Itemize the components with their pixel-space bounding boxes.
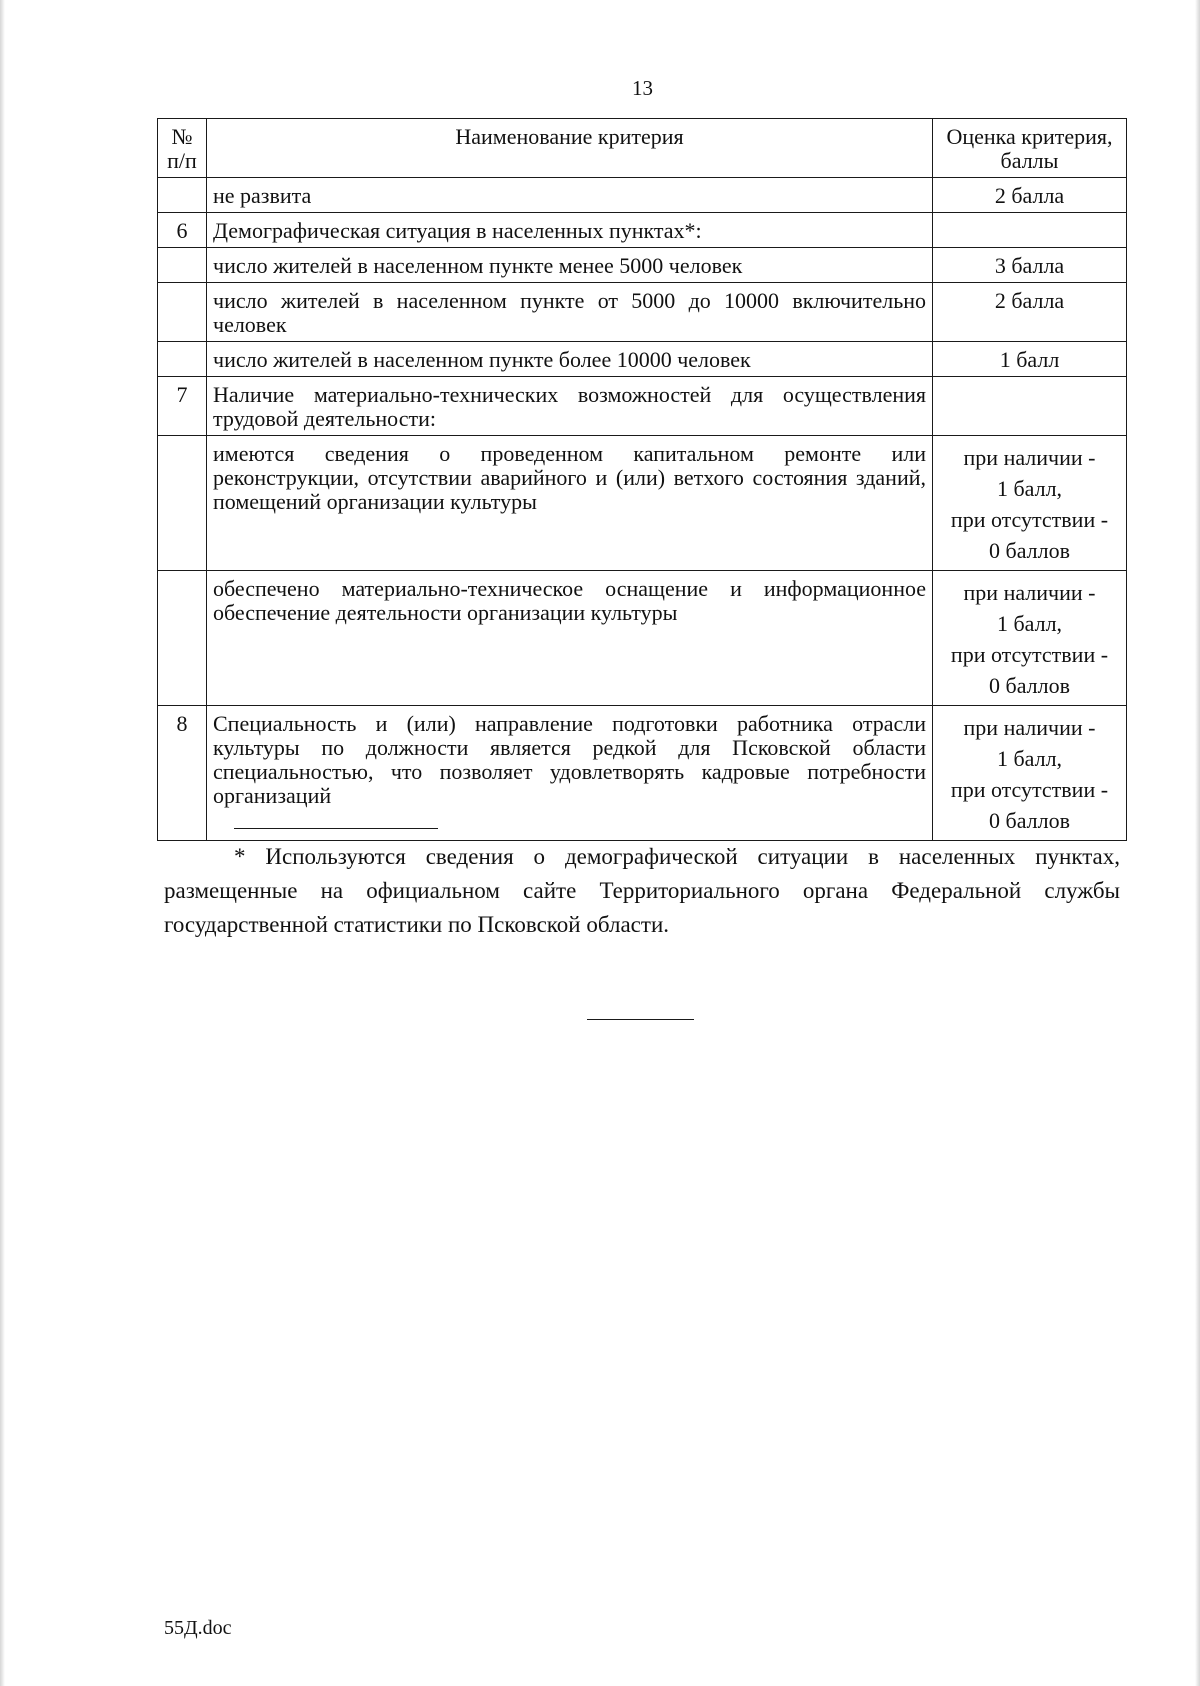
row-name: имеются сведения о проведенном капитальном ремонте или реконструкции, отсутствии аварийного и (или) ветхого состояния зданий, помещений организации культуры [207, 436, 933, 571]
row-num [158, 248, 207, 283]
table-row [158, 213, 1127, 248]
row-name: число жителей в населенном пункте от 5000 до 10000 включительно человек [207, 283, 933, 342]
score-line: 1 балл [999, 347, 1060, 372]
score-line: при отсутствии - [950, 507, 1109, 532]
row-score [933, 706, 1127, 841]
score-line: при наличии - [963, 715, 1096, 740]
row-num [158, 178, 207, 213]
table-row [158, 248, 1127, 283]
row-name: обеспечено материально-техническое оснащение и информационное обеспечение деятельности организации культуры [207, 571, 933, 706]
score-line: при наличии - [963, 445, 1096, 470]
table-row [158, 436, 1127, 571]
row-num [158, 571, 207, 706]
scan-edge-right [1195, 0, 1200, 1686]
header-num: № п/п [158, 119, 207, 178]
footnote-text: * Используются сведения о демографической ситуации в населенных пунктах, размещенные на официальном сайте Территориального органа Федеральной службы государственной статистики по Псковской области. [164, 844, 1120, 937]
table-row [158, 706, 1127, 841]
row-name: Специальность и (или) направление подготовки работника отрасли культуры по должности является редкой для Псковской области специальностью, что позволяет удовлетворять кадровые потребности организаций [207, 706, 933, 841]
row-name: число жителей в населенном пункте более 10000 человек [207, 342, 933, 377]
header-name: Наименование критерия [207, 119, 933, 178]
score-line: 1 балл, [996, 476, 1063, 501]
row-score [933, 436, 1127, 571]
row-score [933, 213, 1127, 248]
table-header-row [158, 119, 1127, 178]
score-line: 0 баллов [989, 808, 1070, 833]
file-name: 55Д.doc [164, 1617, 232, 1639]
row-num: 6 [158, 213, 207, 248]
table-row [158, 283, 1127, 342]
table-row [158, 342, 1127, 377]
score-line: 1 балл, [996, 611, 1063, 636]
table-row [158, 377, 1127, 436]
table-row [158, 571, 1127, 706]
row-score [933, 178, 1127, 213]
row-name: Наличие материально-технических возможностей для осуществления трудовой деятельности: [207, 377, 933, 436]
row-score [933, 342, 1127, 377]
row-score [933, 377, 1127, 436]
score-line: при отсутствии - [950, 642, 1109, 667]
row-num [158, 342, 207, 377]
row-score [933, 571, 1127, 706]
footnote-separator [234, 828, 438, 829]
header-score: Оценка критерия, баллы [933, 119, 1127, 178]
score-line: при отсутствии - [950, 777, 1109, 802]
row-name: Демографическая ситуация в населенных пунктах*: [207, 213, 933, 248]
page-number: 13 [632, 76, 653, 100]
criteria-table [157, 118, 1127, 841]
row-num [158, 436, 207, 571]
table-row [158, 178, 1127, 213]
row-score [933, 283, 1127, 342]
row-num [158, 283, 207, 342]
row-name: не развита [207, 178, 933, 213]
row-num: 7 [158, 377, 207, 436]
score-line: 1 балл, [996, 746, 1063, 771]
score-line: при наличии - [963, 580, 1096, 605]
scan-edge-left [0, 0, 5, 1686]
score-line: 2 балла [994, 183, 1065, 208]
score-line: 0 баллов [989, 538, 1070, 563]
row-name: число жителей в населенном пункте менее 5000 человек [207, 248, 933, 283]
row-num: 8 [158, 706, 207, 841]
score-line: 0 баллов [989, 673, 1070, 698]
score-line: 2 балла [994, 288, 1065, 313]
score-line: 3 балла [994, 253, 1065, 278]
end-of-document-rule [587, 1019, 694, 1020]
row-score [933, 248, 1127, 283]
